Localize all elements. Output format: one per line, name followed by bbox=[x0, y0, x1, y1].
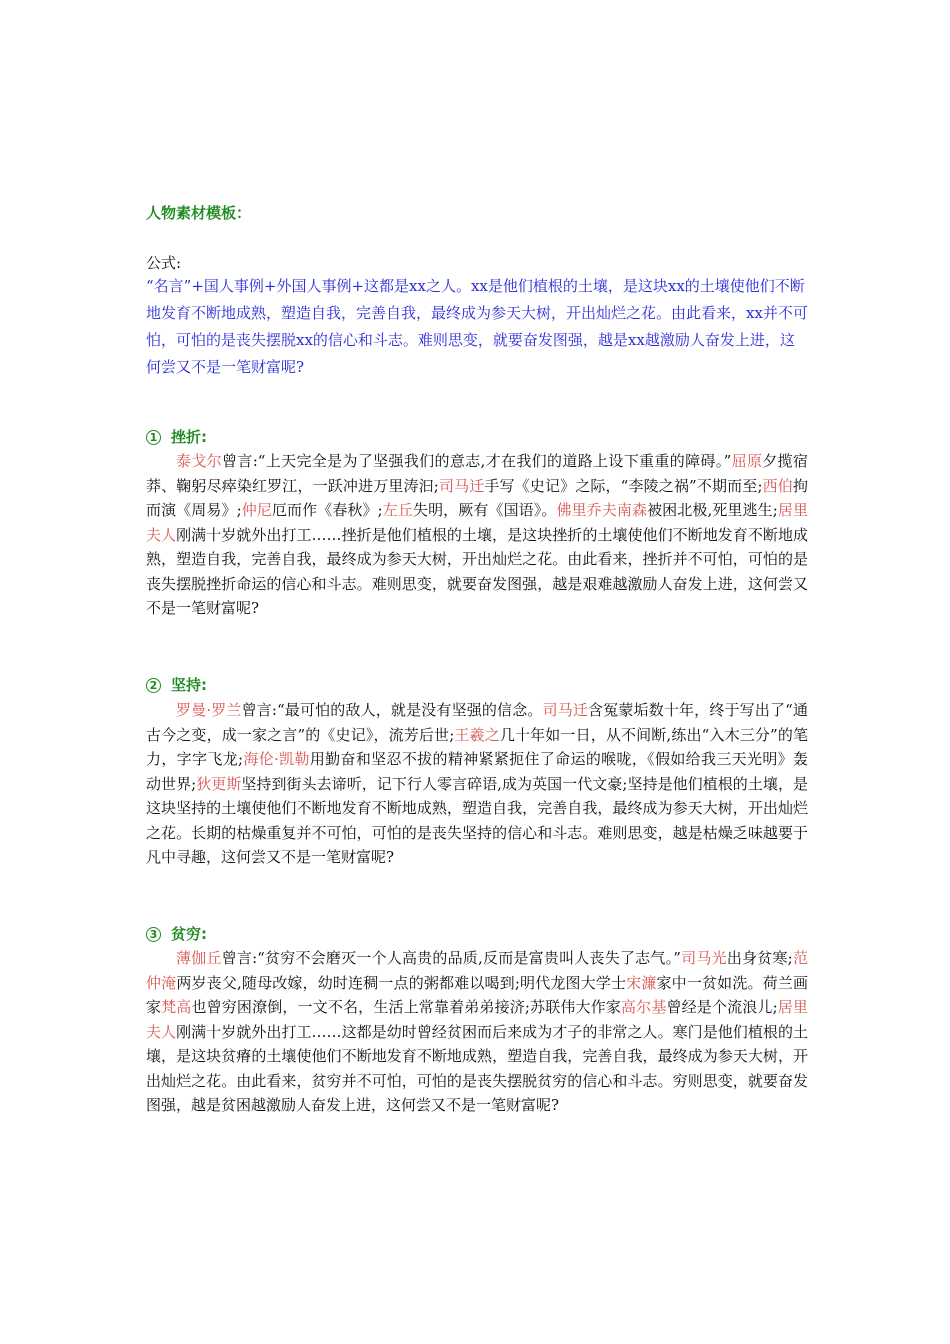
paragraph-text: 曾言:“最可怕的敌人，就是没有坚强的信念。 bbox=[241, 701, 543, 719]
paragraph-text: 曾言:“上天完全是为了坚强我们的意志,才在我们的道路上设下重重的障碍。” bbox=[222, 452, 732, 470]
person-name: 左丘 bbox=[382, 501, 413, 519]
section-heading-label: 贫穷: bbox=[171, 925, 207, 943]
paragraph-text: 出身贫寒; bbox=[726, 949, 793, 967]
paragraph-text: 曾言:“贫穷不会磨灭一个人高贵的品质,反而是富贵叫人丧失了志气。” bbox=[221, 949, 681, 967]
paragraph-text: 夕揽宿莽、鞠躬尽瘁染红罗江，一跃冲进万里涛汩; bbox=[146, 452, 808, 495]
section-heading-2 bbox=[146, 675, 207, 695]
paragraph-text: 厄而作《春秋》; bbox=[271, 501, 383, 519]
person-name: 司马光 bbox=[680, 949, 727, 967]
formula-label: 公式: bbox=[146, 254, 182, 272]
person-name: 佛里乔夫南森 bbox=[556, 501, 648, 519]
circled-number: 3 bbox=[146, 927, 161, 942]
page-title: 人物素材模板： bbox=[146, 204, 252, 222]
paragraph-text: 坚持到街头去谛听，记下行人零言碎语,成为英国一代文豪;坚持是他们植根的土壤，是这块坚持的土壤使他们不断地发育不断地成熟，塑造自我，完善自我，最终成为参天大树，开出灿烂之花。长期的枯燥重复并不可怕，可怕的是丧失坚持的信心和斗志。难则思变，越是枯燥乏味越要于凡中寻趣，这何尝又不是一笔财富呢? bbox=[146, 774, 808, 866]
paragraph-text: 含冤蒙垢数十年，终于写出了“通古今之变，成一家之言”的《史记》，流芳后世; bbox=[146, 701, 808, 744]
paragraph-text: 手写《史记》之际，“李陵之祸”不期而至; bbox=[484, 476, 763, 495]
person-name: 梵高 bbox=[161, 998, 192, 1016]
paragraph-text: 失明，厥有《国语》。 bbox=[412, 501, 557, 519]
paragraph-text: 两岁丧父,随母改嫁，幼时连稠一点的粥都难以喝到;明代龙图大学士 bbox=[176, 973, 627, 992]
person-name: 仲尼 bbox=[241, 501, 272, 519]
paragraph-text: 曾经是个流浪儿; bbox=[666, 998, 778, 1016]
section-heading-1 bbox=[146, 427, 207, 447]
person-name: 司马迁 bbox=[438, 476, 485, 495]
section-paragraph-2 bbox=[146, 698, 808, 870]
section-heading-3 bbox=[146, 924, 207, 944]
formula-text: “名言”+国人事例+外国人事例+这都是xx之人。xx是他们植根的土壤，是这块xx的土壤使他们不断地发育不断地成熟，塑造自我，完善自我，最终成为参天大树，开出灿烂之花。由此看来，xx并不可怕，可怕的是丧失摆脱xx的信心和斗志。难则思变，就要奋发图强，越是xx越激励人奋发上进，这何尝又不是一笔财富呢? bbox=[146, 277, 808, 376]
person-name: 海伦·凯勒 bbox=[243, 750, 310, 768]
paragraph-text: 拘而演《周易》; bbox=[146, 476, 808, 519]
person-name: 泰戈尔 bbox=[176, 452, 223, 470]
section-heading-label: 挫折: bbox=[171, 428, 207, 446]
person-name: 薄伽丘 bbox=[176, 949, 222, 967]
paragraph-text: 也曾穷困潦倒，一文不名，生活上常靠着弟弟接济;苏联伟大作家 bbox=[191, 998, 622, 1016]
section-paragraph-3 bbox=[146, 946, 808, 1118]
person-name: 司马迁 bbox=[542, 701, 589, 719]
person-name: 罗曼·罗兰 bbox=[176, 701, 242, 719]
paragraph-text: 刚满十岁就外出打工……这都是幼时曾经贫困而后来成为才子的非常之人。寒门是他们植根的土壤，是这块贫瘠的土壤使他们不断地发育不断地成熟，塑造自我，完善自我，最终成为参天大树，开出灿烂之花。由此看来，贫穷并不可怕，可怕的是丧失摆脱贫穷的信心和斗志。穷则思变，就要奋发图强，越是贫困越激励人奋发上进，这何尝又不是一笔财富呢? bbox=[146, 1022, 808, 1114]
circled-number: 1 bbox=[146, 430, 161, 445]
person-name: 宋濂 bbox=[626, 973, 657, 992]
person-name: 居里夫人 bbox=[146, 998, 808, 1041]
person-name: 屈原 bbox=[731, 452, 763, 470]
person-name: 狄更斯 bbox=[196, 774, 242, 793]
person-name: 高尔基 bbox=[621, 998, 667, 1016]
paragraph-text: 用勤奋和坚忍不拔的精神紧紧扼住了命运的喉咙，《假如给我三天光明》轰动世界; bbox=[146, 750, 808, 793]
section-paragraph-1 bbox=[146, 449, 808, 621]
person-name: 范仲淹 bbox=[146, 949, 808, 992]
paragraph-text: 家中一贫如洗。荷兰画家 bbox=[146, 973, 808, 1016]
person-name: 居里夫人 bbox=[146, 501, 808, 544]
person-name: 王羲之 bbox=[454, 725, 500, 744]
circled-number: 2 bbox=[146, 678, 161, 693]
section-heading-label: 坚持: bbox=[171, 676, 207, 694]
paragraph-text: 几十年如一日，从不间断,练出“入木三分”的笔力，字字飞龙; bbox=[146, 725, 808, 768]
paragraph-text: 刚满十岁就外出打工……挫折是他们植根的土壤，是这块挫折的土壤使他们不断地发育不断地成熟，塑造自我，完善自我，最终成为参天大树，开出灿烂之花。由此看来，挫折并不可怕，可怕的是丧失摆脱挫折命运的信心和斗志。难则思变，就要奋发图强，越是艰难越激励人奋发上进，这何尝又不是一笔财富呢? bbox=[146, 525, 808, 617]
paragraph-text: 被困北极,死里逃生; bbox=[647, 501, 778, 519]
person-name: 西伯 bbox=[762, 476, 793, 495]
